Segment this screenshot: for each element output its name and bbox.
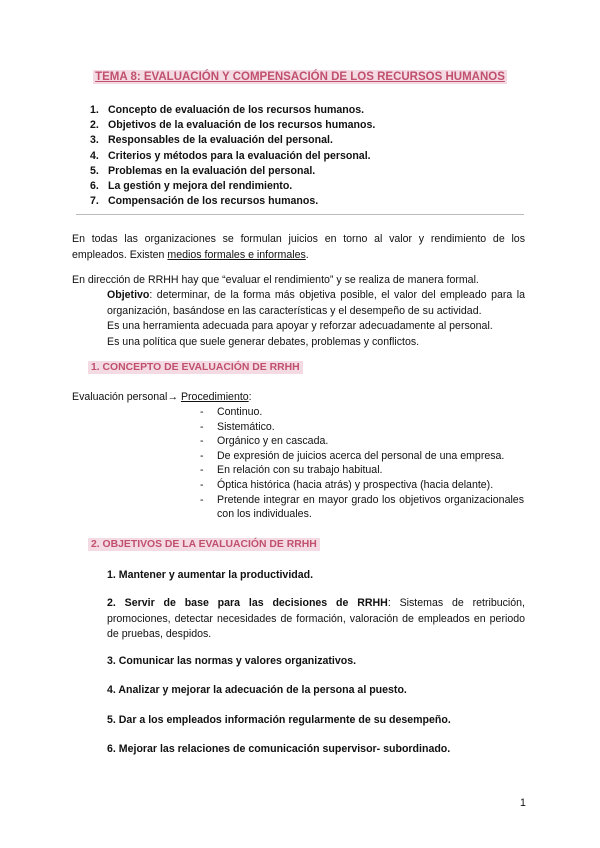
objective-item: 6. Mejorar las relaciones de comunicación supervisor- subordinado. [107, 743, 451, 755]
toc-item: 1. Concepto de evaluación de los recursos humanos. [90, 104, 365, 116]
objective-item: 3. Comunicar las normas y valores organizativos. [107, 655, 357, 667]
document-title: TEMA 8: EVALUACIÓN Y COMPENSACIÓN DE LOS RECURSOS HUMANOS [95, 71, 505, 83]
list-item: - De expresión de juicios acerca del personal de una empresa. [200, 449, 524, 464]
list-item: - Pretende integrar en mayor grado los objetivos organizacionales con los individuales. [200, 493, 524, 522]
table-of-contents [90, 103, 375, 209]
toc-item: 7. Compensación de los recursos humanos. [90, 195, 319, 208]
list-item: - En relación con su trabajo habitual. [200, 463, 524, 478]
section-heading: 2. OBJETIVOS DE LA EVALUACIÓN DE RRHH [88, 539, 320, 550]
list-item: - Sistemático. [200, 420, 524, 435]
intro-paragraph: En todas las organizaciones se formulan juicios en torno al valor y rendimiento de los empleados. Existen medios formales e informales. [72, 233, 525, 261]
divider [76, 214, 524, 215]
toc-item: 6. La gestión y mejora del rendimiento. [90, 179, 293, 192]
objective-paragraph: Objetivo: determinar, de la forma más objetiva posible, el valor del empleado para la organización, basándose en las características y el desempeño de su actividad. [107, 289, 525, 317]
objective-item: 2. Servir de base para las decisiones de RRHH: Sistemas de retribución, promociones, detectar necesidades de formación, valoración de empleados en periodo de pruebas, despidos. [107, 597, 525, 640]
procedure-lead: Evaluación personal→ Procedimiento: [72, 391, 252, 403]
policy-paragraph: Es una política que suele generar debates, problemas y conflictos. [107, 335, 420, 348]
tool-paragraph: Es una herramienta adecuada para apoyar y reforzar adecuadamente al personal. [107, 320, 493, 332]
toc-item: 4. Criterios y métodos para la evaluación del personal. [90, 149, 371, 162]
list-item: - Continuo. [200, 405, 524, 420]
section-heading: 1. CONCEPTO DE EVALUACIÓN DE RRHH [88, 362, 303, 373]
toc-item: 2. Objetivos de la evaluación de los recursos humanos. [90, 119, 376, 132]
objective-block [107, 288, 525, 350]
objective-item: 4. Analizar y mejorar la adecuación de la persona al puesto. [107, 684, 407, 696]
page-number: 1 [520, 797, 526, 809]
rrhh-paragraph: En dirección de RRHH hay que “evaluar el rendimiento” y se realiza de manera formal. [72, 274, 479, 286]
procedure-list [200, 405, 524, 522]
objective-item: 1. Mantener y aumentar la productividad. [107, 569, 314, 581]
toc-item: 5. Problemas en la evaluación del personal. [90, 164, 316, 177]
toc-item: 3. Responsables de la evaluación del personal. [90, 134, 333, 147]
list-item: - Orgánico y en cascada. [200, 434, 524, 449]
objective-item: 5. Dar a los empleados información regularmente de su desempeño. [107, 714, 451, 726]
list-item: - Óptica histórica (hacia atrás) y prospectiva (hacia delante). [200, 478, 524, 493]
